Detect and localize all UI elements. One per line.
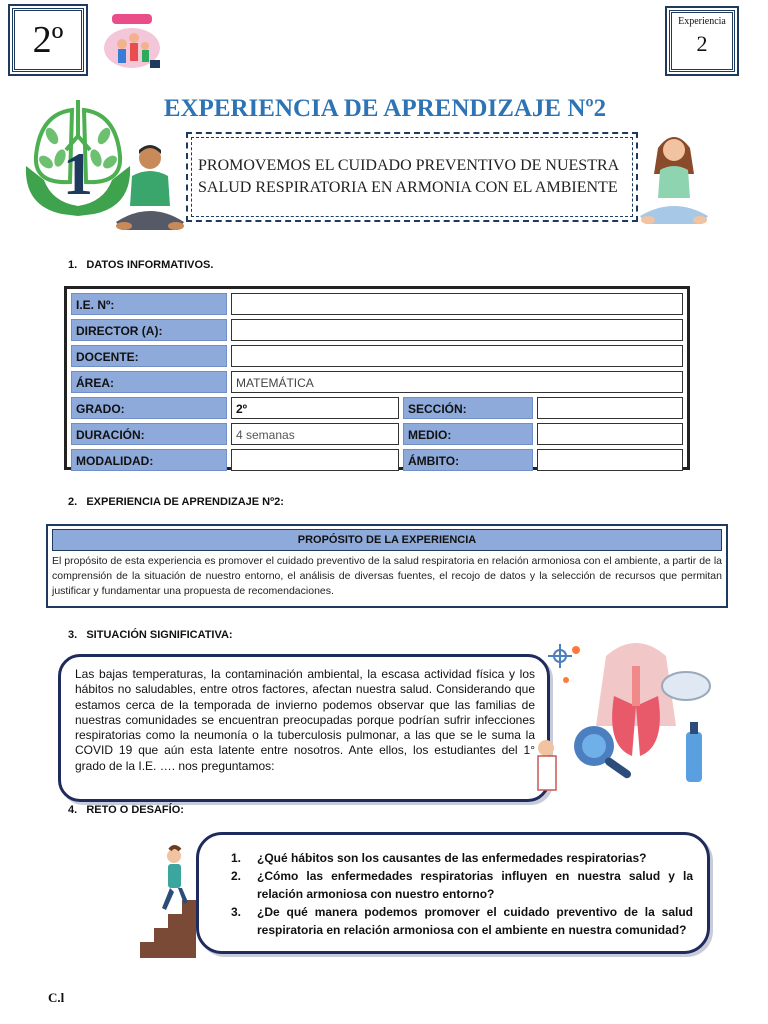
row-label: MODALIDAD:	[71, 449, 227, 471]
question-text: ¿Qué hábitos son los causantes de las enfermedades respiratorias?	[257, 851, 647, 865]
row-value[interactable]	[231, 449, 399, 471]
situation-box	[58, 654, 550, 802]
row-value[interactable]	[231, 319, 683, 341]
table-row	[71, 423, 683, 445]
page-title: EXPERIENCIA DE APRENDIZAJE Nº2	[163, 95, 607, 122]
question-number: 1.	[231, 851, 242, 865]
table-row	[71, 371, 683, 393]
purpose-table	[46, 524, 728, 608]
list-item	[231, 903, 693, 939]
school-logo-icon	[100, 8, 164, 72]
row-value[interactable]	[231, 345, 683, 367]
footer-mark: C.l	[48, 990, 65, 1005]
row-value[interactable]: MATEMÁTICA	[231, 371, 683, 393]
respiratory-health-icon	[536, 636, 716, 792]
table-row	[71, 449, 683, 471]
experience-number: 2	[696, 31, 708, 56]
row-label: MEDIO:	[403, 423, 533, 445]
stairs-climber-icon	[140, 842, 204, 958]
list-item	[231, 849, 693, 867]
challenge-box	[196, 832, 710, 954]
purpose-table-body: El propósito de esta experiencia es promover el cuidado preventivo de la salud respiratoria en relación armoniosa con el ambiente, a partir de la comprensión de la situación de nuestro entorno, el análisis de diversas fuentes, el recojo de datos y la selección de recursos que permitan justificar y fundamentar una propuesta de recomendaciones.	[52, 555, 722, 597]
row-value[interactable]: 4 semanas	[231, 423, 399, 445]
row-value[interactable]	[537, 449, 683, 471]
row-label: SECCIÓN:	[403, 397, 533, 419]
meditating-boy-icon	[112, 142, 188, 232]
row-label: DOCENTE:	[71, 345, 227, 367]
situation-text: Las bajas temperaturas, la contaminación ambiental, la escasa actividad física y los hábitos no saludables, entre otros factores, afectan nuestra salud. Considerando que estamos cerca de la temporada de invierno podemos observar que las familias de nuestras comunidades se encuentran preocupadas porque podrían sufrir infecciones respiratorias como la neumonía o la tuberculosis pulmonar, a las que se le suma la COVID 19 que aún esta latente entre nosotros. Ante ellos, los estudiantes del 1° grado de la I.E. …. nos preguntamos:	[75, 667, 535, 773]
table-row	[71, 397, 683, 419]
question-text: ¿De qué manera podemos promover el cuidado preventivo de la salud respiratoria en relación armoniosa con el ambiente en nuestra comunidad?	[257, 905, 693, 937]
row-label: ÁREA:	[71, 371, 227, 393]
table-row	[71, 319, 683, 341]
question-text: ¿Cómo las enfermedades respiratorias influyen en nuestra salud y la relación armoniosa con nuestro entorno?	[257, 869, 693, 901]
purpose-table-header: PROPÓSITO DE LA EXPERIENCIA	[52, 529, 722, 551]
lungs-number: 1	[63, 141, 93, 207]
experience-title-line2: SALUD RESPIRATORIA EN ARMONIA CON EL AMBIENTE	[198, 179, 618, 196]
section-heading-datos: 1. DATOS INFORMATIVOS.	[68, 259, 214, 271]
table-row	[71, 293, 683, 315]
meditating-girl-icon	[638, 130, 710, 226]
experience-title-box	[186, 132, 638, 222]
row-label: DIRECTOR (A):	[71, 319, 227, 341]
table-row	[71, 345, 683, 367]
challenge-list	[231, 849, 693, 939]
section-heading-experiencia: 2. EXPERIENCIA DE APRENDIZAJE Nº2:	[68, 496, 284, 508]
row-label: I.E. Nº:	[71, 293, 227, 315]
grade-label: 2º	[32, 19, 64, 61]
row-value[interactable]: 2º	[231, 397, 399, 419]
row-label: ÁMBITO:	[403, 449, 533, 471]
question-number: 3.	[231, 905, 242, 919]
experience-label: Experiencia	[678, 16, 726, 27]
experience-title-line1: PROMOVEMOS EL CUIDADO PREVENTIVO DE NUESTRA	[198, 157, 620, 174]
row-value[interactable]	[231, 293, 683, 315]
info-table	[64, 286, 690, 470]
experience-box	[669, 10, 735, 72]
question-number: 2.	[231, 869, 242, 883]
row-label: DURACIÓN:	[71, 423, 227, 445]
grade-box	[12, 8, 84, 72]
section-heading-situacion: 3. SITUACIÓN SIGNIFICATIVA:	[68, 629, 233, 641]
list-item	[231, 867, 693, 903]
row-label: GRADO:	[71, 397, 227, 419]
section-heading-reto: 4. RETO O DESAFÍO:	[68, 804, 184, 816]
row-value[interactable]	[537, 423, 683, 445]
row-value[interactable]	[537, 397, 683, 419]
